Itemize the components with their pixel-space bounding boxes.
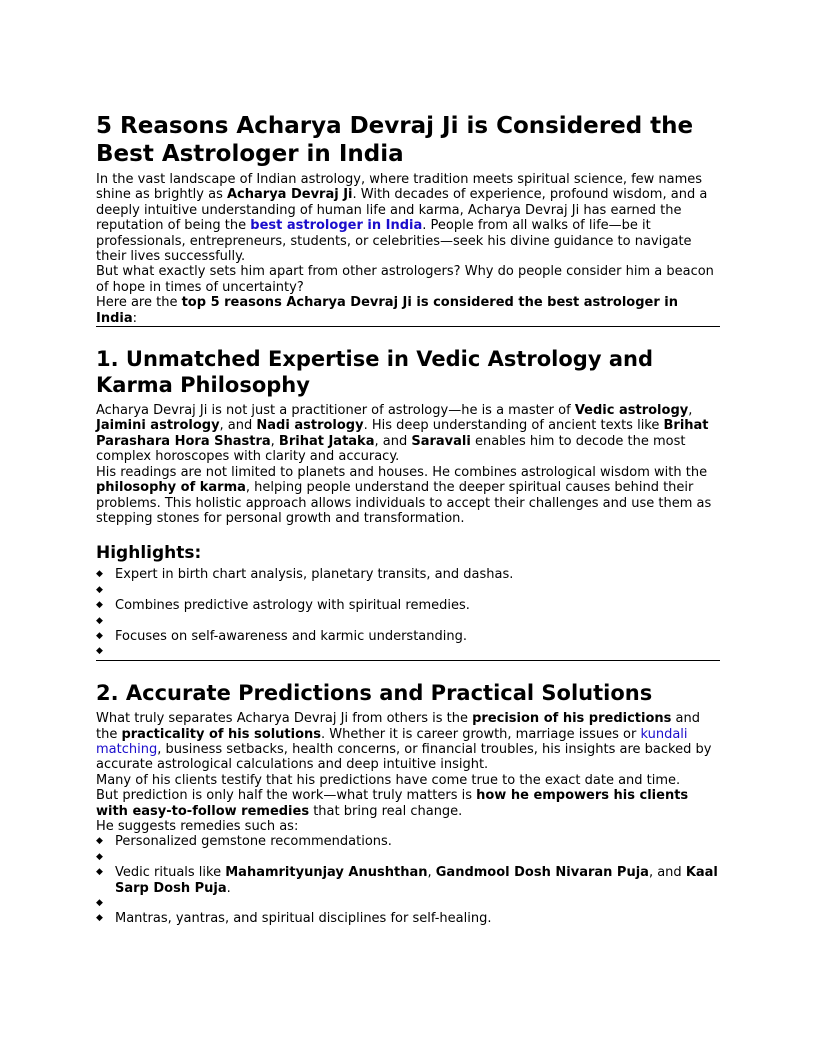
- highlights-list: [96, 567, 720, 659]
- list-item: ◆ Personalized gemstone recommendations.: [96, 834, 392, 850]
- bullet-icon: ◆: [96, 630, 103, 641]
- document-page: [96, 112, 720, 927]
- list-item: [96, 850, 720, 865]
- bullet-icon: ◆: [96, 584, 103, 595]
- section-1-paragraph-2: His readings are not limited to planets and houses. He combines astrological wisdom with the philosophy of karma, helping people understand the deeper spiritual causes behind their problems. This holistic approach allows individuals to accept their challenges and use them as stepping stones for personal growth and transformation.: [96, 464, 712, 526]
- bullet-icon: ◆: [96, 569, 103, 580]
- intro-paragraph: In the vast landscape of Indian astrology, where tradition meets spiritual science, few names shine as brightly as Acharya Devraj Ji. With decades of experience, profound wisdom, and a deeply intuitive understanding of human life and karma, Acharya Devraj Ji has earned the reputation of being the best astrologer in India. People from all walks of life—be it professionals, entrepreneurs, students, or celebrities—seek his divine guidance to navigate their lives successfully.: [96, 172, 708, 265]
- list-item: ◆ Mantras, yantras, and spiritual disciplines for self-healing.: [96, 911, 492, 927]
- bold-name: Acharya Devraj Ji: [226, 187, 353, 203]
- bullet-icon: ◆: [96, 600, 103, 611]
- section-2-paragraph-2: Many of his clients testify that his predictions have come true to the exact date and time.: [96, 772, 681, 788]
- intro-reasons-paragraph: Here are the top 5 reasons Acharya Devraj Ji is considered the best astrologer in India:: [96, 295, 678, 326]
- section-2-paragraph-1: What truly separates Acharya Devraj Ji from others is the precision of his predictions and the practicality of his solutions. Whether it is career growth, marriage issues or kundali matching, business setbacks, health concerns, or financial troubles, his insights are backed by accurate astrological calculations and deep intuitive insight.: [96, 711, 712, 773]
- section-2-paragraph-4: He suggests remedies such as:: [96, 819, 299, 835]
- remedies-list: [96, 834, 720, 926]
- list-item: [96, 614, 720, 629]
- bullet-icon: ◆: [96, 836, 103, 847]
- kundali-matching-link[interactable]: kundali matching: [96, 726, 688, 758]
- list-item: [96, 896, 720, 911]
- bullet-icon: ◆: [96, 646, 103, 657]
- bullet-icon: ◆: [96, 867, 103, 878]
- section-1-paragraph-1: Acharya Devraj Ji is not just a practitioner of astrology—he is a master of Vedic astrology, Jaimini astrology, and Nadi astrology. His deep understanding of ancient texts like Brihat Parashara Hora Shastra, Brihat Jataka, and Saravali enables him to decode the most complex horoscopes with clarity and accuracy.: [96, 403, 709, 465]
- bullet-icon: ◆: [96, 913, 103, 924]
- list-item: ◆ Focuses on self-awareness and karmic understanding.: [96, 628, 467, 644]
- section-2-paragraph-3: But prediction is only half the work—what truly matters is how he empowers his clients with easy-to-follow remedies that bring real change.: [96, 788, 689, 819]
- section-1-heading: 1. Unmatched Expertise in Vedic Astrology and Karma Philosophy: [96, 347, 653, 397]
- list-item: ◆ Vedic rituals like Mahamrityunjay Anushthan, Gandmool Dosh Nivaran Puja, and Kaal Sarp Dosh Puja.: [96, 865, 718, 896]
- intro-question-paragraph: But what exactly sets him apart from other astrologers? Why do people consider him a beacon of hope in times of uncertainty?: [96, 264, 714, 295]
- list-item: ◆ Expert in birth chart analysis, planetary transits, and dashas.: [96, 567, 514, 583]
- bullet-icon: ◆: [96, 615, 103, 626]
- list-item: [96, 583, 720, 598]
- list-item: ◆ Combines predictive astrology with spiritual remedies.: [96, 598, 470, 614]
- best-astrologer-link[interactable]: best astrologer in India: [250, 218, 423, 234]
- highlights-heading: Highlights:: [96, 543, 202, 564]
- list-item: [96, 644, 720, 659]
- section-2-heading: 2. Accurate Predictions and Practical Solutions: [96, 680, 653, 705]
- page-title: 5 Reasons Acharya Devraj Ji is Considered the Best Astrologer in India: [96, 113, 694, 167]
- bullet-icon: ◆: [96, 898, 103, 909]
- bullet-icon: ◆: [96, 851, 103, 862]
